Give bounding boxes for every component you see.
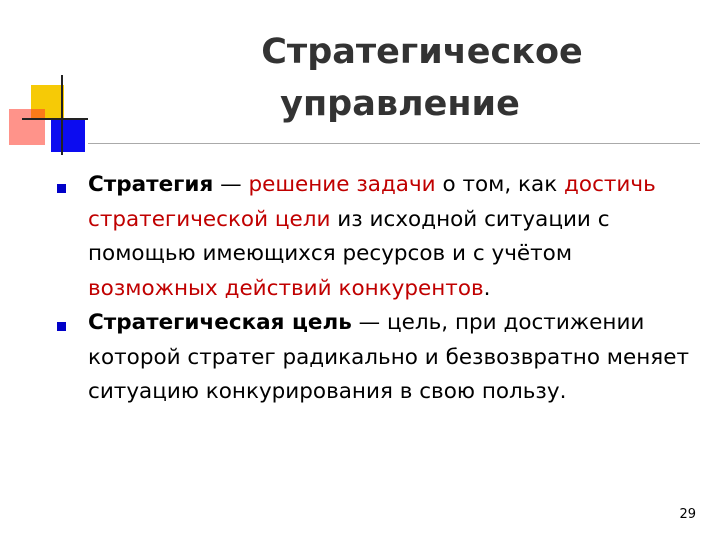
bullet-text — [88, 306, 706, 410]
highlight-segment: возможных действий конкурентов — [88, 275, 484, 301]
text-segment: о том, как — [435, 172, 565, 197]
bullet-item-strategic-goal — [56, 306, 706, 410]
logo-horizontal-line — [22, 118, 88, 120]
term-strategic-goal: Стратегическая цель — [88, 310, 352, 335]
slide-title — [150, 26, 650, 130]
logo-red-square — [9, 109, 45, 145]
text-segment: — — [213, 172, 249, 197]
text-segment: из исходной ситуации с помощью имеющихся ресурсов и с учётом — [88, 206, 610, 266]
bullet-list — [56, 168, 706, 410]
logo-vertical-line — [61, 75, 63, 155]
logo-blue-square — [51, 118, 85, 152]
bullet-item-strategy — [56, 168, 706, 306]
title-line-1: Стратегическое — [261, 32, 583, 72]
title-line-2: управление — [280, 84, 520, 124]
page-number: 29 — [679, 507, 696, 522]
bullet-square-icon — [57, 184, 66, 193]
highlight-segment: достичь стратегической цели — [88, 172, 656, 232]
text-segment: . — [483, 275, 491, 301]
bullet-square-icon — [57, 322, 66, 331]
term-strategy: Стратегия — [88, 172, 214, 197]
highlight-segment: решение задачи — [248, 172, 436, 197]
bullet-text — [88, 168, 706, 306]
text-segment: — цель, при достижении которой стратег радикально и безвозвратно меняет ситуацию конкурирования в свою пользу. — [88, 310, 689, 404]
title-divider — [88, 143, 700, 144]
